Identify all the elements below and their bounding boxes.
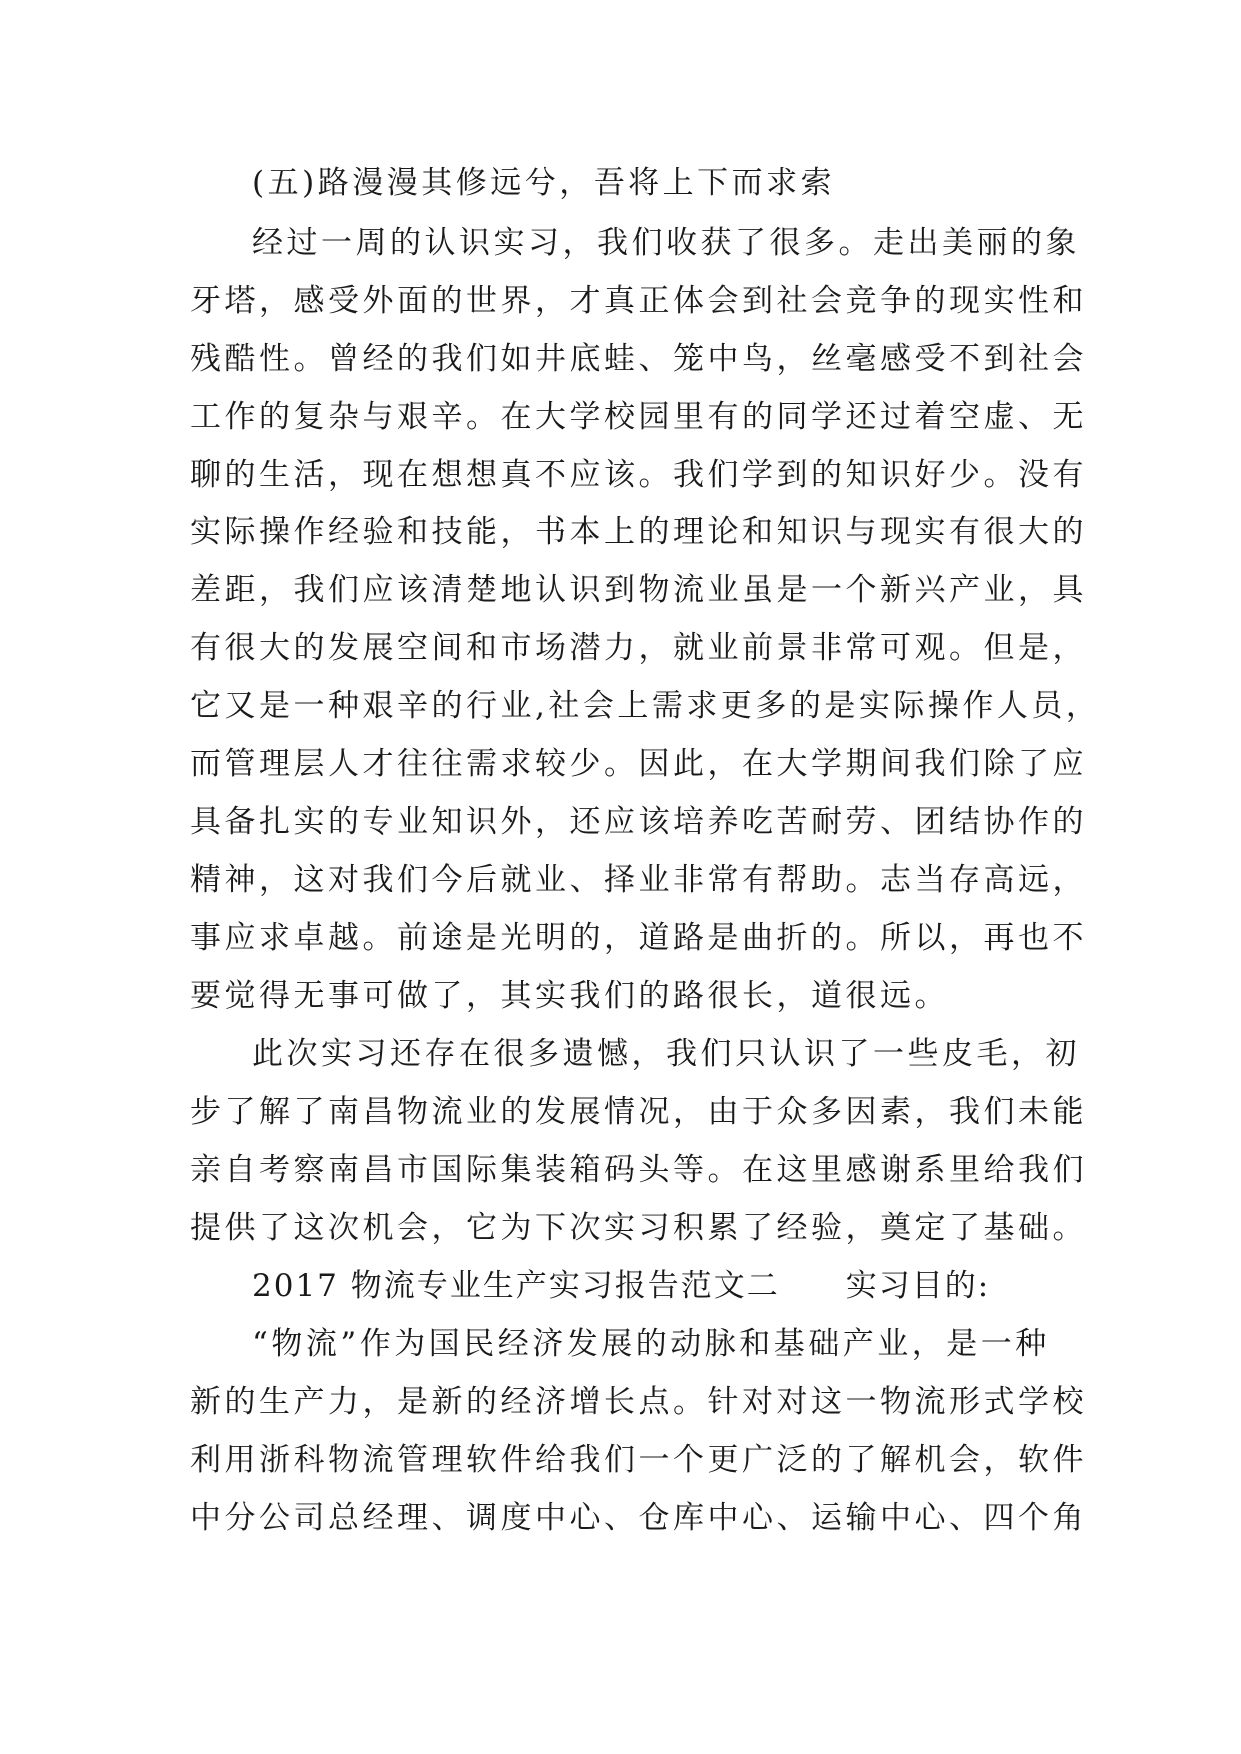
paragraph-line: 牙塔，感受外面的世界，才真正体会到社会竞争的现实性和 (190, 283, 1087, 319)
paragraph-line: 而管理层人才往往需求较少。因此，在大学期间我们除了应 (190, 746, 1087, 782)
paragraph-line: 工作的复杂与艰辛。在大学校园里有的同学还过着空虚、无 (190, 399, 1087, 435)
section-heading: (五)路漫漫其修远兮，吾将上下而求索 (252, 165, 836, 201)
paragraph-line: “物流”作为国民经济发展的动脉和基础产业，是一种 (252, 1326, 1050, 1362)
paragraph-line: 精神，这对我们今后就业、择业非常有帮助。志当存高远， (190, 862, 1087, 898)
paragraph-line: 聊的生活，现在想想真不应该。我们学到的知识好少。没有 (190, 457, 1087, 493)
paragraph-line: 亲自考察南昌市国际集装箱码头等。在这里感谢系里给我们 (190, 1152, 1087, 1188)
paragraph-line: 此次实习还存在很多遗憾，我们只认识了一些皮毛，初 (252, 1036, 1080, 1072)
paragraph-line: 差距，我们应该清楚地认识到物流业虽是一个新兴产业，具 (190, 572, 1087, 608)
paragraph-line: 实际操作经验和技能，书本上的理论和知识与现实有很大的 (190, 514, 1087, 550)
paragraph-line: 利用浙科物流管理软件给我们一个更广泛的了解机会，软件 (190, 1442, 1087, 1478)
paragraph-line: 新的生产力，是新的经济增长点。针对对这一物流形式学校 (190, 1384, 1087, 1420)
paragraph-line: 它又是一种艰辛的行业,社会上需求更多的是实际操作人员， (190, 688, 1101, 724)
paragraph-line: 事应求卓越。前途是光明的，道路是曲折的。所以，再也不 (190, 920, 1087, 956)
paragraph-line: 具备扎实的专业知识外，还应该培养吃苦耐劳、团结协作的 (190, 804, 1087, 840)
paragraph-line: 经过一周的认识实习，我们收获了很多。走出美丽的象 (252, 225, 1080, 261)
report-subtitle: 2017 物流专业生产实习报告范文二 实习目的: (252, 1268, 991, 1304)
paragraph-line: 有很大的发展空间和市场潜力，就业前景非常可观。但是， (190, 630, 1087, 666)
paragraph-line: 中分公司总经理、调度中心、仓库中心、运输中心、四个角 (190, 1500, 1087, 1536)
paragraph-line: 残酷性。曾经的我们如井底蛙、笼中鸟，丝毫感受不到社会 (190, 341, 1087, 377)
paragraph-line: 提供了这次机会，它为下次实习积累了经验，奠定了基础。 (190, 1210, 1087, 1246)
paragraph-line: 步了解了南昌物流业的发展情况，由于众多因素，我们未能 (190, 1094, 1087, 1130)
paragraph-line: 要觉得无事可做了，其实我们的路很长，道很远。 (190, 978, 949, 1014)
